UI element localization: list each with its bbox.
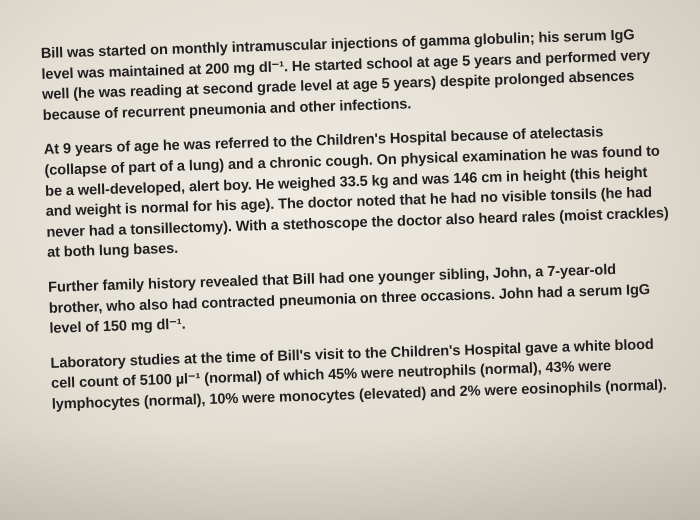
book-page <box>40 8 677 429</box>
paragraph-treatment: Bill was started on monthly intramuscular injections of gamma globulin; his serum IgG level was maintained at 200 mg dl⁻¹. He started school at age 5 years and performed very well (he was reading at second grade level at age 5 years) despite prolonged absences because of recurrent pneumonia and other infections. <box>40 27 651 124</box>
paragraph-family-history: Further family history revealed that Bill had one younger sibling, John, a 7-year-old brother, who also had contracted pneumonia on three occasions. John had a serum IgG level of 150 mg dl⁻¹. <box>47 261 651 337</box>
bottom-shadow <box>0 430 700 520</box>
paragraph-hospital-visit: At 9 years of age he was referred to the Children's Hospital because of atelectasis (collapse of part of a lung) and a chronic cough. On physical examination he was found to be a well-developed, alert boy. He weighed 33.5 kg and was 146 cm in height (this height and weight is normal for his age). The doctor noted that he had no visible tonsils (he had never had a tonsillectomy). With a stethoscope the doctor also heard rales (moist crackles) at both lung bases. <box>43 124 669 262</box>
paragraph-lab-studies: Laboratory studies at the time of Bill's visit to the Children's Hospital gave a white blood cell count of 5100 µl⁻¹ (normal) of which 45% were neutrophils (normal), 43% were lymphocytes (normal), 10% were monocytes (elevated) and 2% were eosinophils (normal). <box>50 336 667 413</box>
